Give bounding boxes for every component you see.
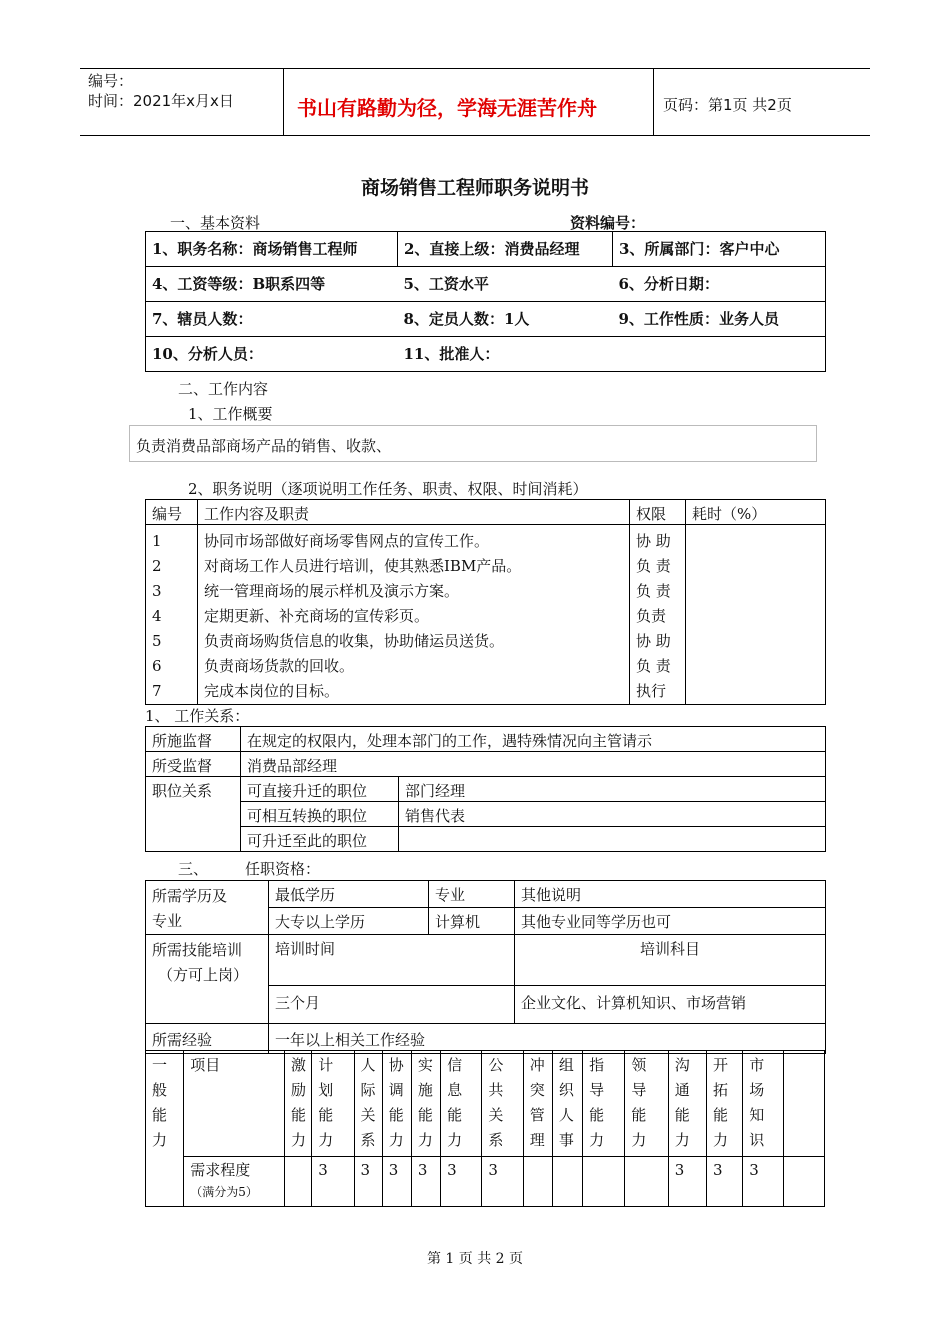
duty-auth: 负 责 xyxy=(636,657,671,675)
ability-column-char: 施 xyxy=(417,1081,433,1099)
basic-info-cell: 5、工资水平 xyxy=(398,267,613,302)
ability-value: 3 xyxy=(482,1157,523,1207)
duty-no: 4 xyxy=(152,607,162,625)
doc-time-label: 时间：2021年x月x日 xyxy=(88,92,234,110)
ability-value xyxy=(583,1157,625,1207)
ability-column-label xyxy=(389,1051,405,1153)
ability-column-char: 能 xyxy=(447,1106,463,1124)
ability-column-char: 力 xyxy=(291,1131,307,1149)
ability-column-char: 力 xyxy=(417,1131,433,1149)
ability-column-char: 开 xyxy=(713,1056,729,1074)
basic-info-cell: 2、直接上级：消费品经理 xyxy=(398,232,613,267)
demand-label-text: 需求程度 xyxy=(190,1161,251,1179)
ability-column-header xyxy=(707,1051,743,1157)
ability-value: 3 xyxy=(707,1157,743,1207)
ability-column-char: 能 xyxy=(291,1106,307,1124)
ability-column-char: 冲 xyxy=(529,1056,545,1074)
ability-column-char: 力 xyxy=(589,1131,605,1149)
duties-no-column xyxy=(146,525,198,705)
ability-column-char: 计 xyxy=(318,1056,334,1074)
training-subject-header: 培训科目 xyxy=(515,935,826,986)
basic-info-cell: 11、批准人： xyxy=(398,337,613,372)
ability-column-char: 力 xyxy=(388,1131,404,1149)
ability-column-char: 组 xyxy=(558,1056,574,1074)
ability-column-char: 突 xyxy=(529,1081,545,1099)
ability-demand-label xyxy=(184,1157,285,1207)
ability-value: 3 xyxy=(382,1157,411,1207)
basic-info-cell: 9、工作性质：业务人员 xyxy=(613,302,826,337)
training-time-header: 培训时间 xyxy=(269,935,515,986)
duty-desc: 统一管理商场的展示样机及演示方案。 xyxy=(204,582,460,600)
ability-value xyxy=(625,1157,668,1207)
ability-value xyxy=(552,1157,582,1207)
duty-desc: 完成本岗位的目标。 xyxy=(204,682,340,700)
section3-title-text: 任职资格： xyxy=(245,860,321,878)
ability-column-char: 系 xyxy=(488,1131,504,1149)
ability-column-char: 市 xyxy=(749,1056,765,1074)
training-subject-value: 企业文化、计算机知识、市场营销 xyxy=(515,986,826,1024)
duties-header-desc: 工作内容及职责 xyxy=(198,500,630,525)
ability-column-char: 场 xyxy=(749,1081,765,1099)
section1-ref-label: 资料编号： xyxy=(570,214,646,232)
ability-column-char: 公 xyxy=(488,1056,504,1074)
duty-no: 7 xyxy=(152,682,162,700)
ability-column-header xyxy=(552,1051,582,1157)
ability-value xyxy=(523,1157,552,1207)
section3-title-number: 三、 xyxy=(178,860,209,878)
basic-info-table xyxy=(145,231,826,372)
education-value: 计算机 xyxy=(429,908,515,935)
training-label xyxy=(146,935,269,1024)
ability-column-char: 能 xyxy=(417,1106,433,1124)
ability-column-char: 能 xyxy=(318,1106,334,1124)
basic-info-cell: 10、分析人员： xyxy=(146,337,398,372)
ability-item-label: 项目 xyxy=(184,1051,285,1157)
ability-column-label xyxy=(589,1051,618,1153)
duty-no: 2 xyxy=(152,557,162,575)
section1-title: 一、基本资料 xyxy=(170,214,261,232)
basic-info-cell: 7、辖员人数： xyxy=(146,302,398,337)
ability-column-char: 共 xyxy=(488,1081,504,1099)
header-divider-right xyxy=(653,68,654,135)
ability-column-header xyxy=(523,1051,552,1157)
ability-column-label xyxy=(675,1051,700,1153)
ability-column-char: 领 xyxy=(631,1056,647,1074)
ability-value: 3 xyxy=(411,1157,440,1207)
duty-desc: 协同市场部做好商场零售网点的宣传工作。 xyxy=(204,532,490,550)
basic-info-cell: 6、分析日期： xyxy=(613,267,826,302)
page-indicator: 页码：第1页 共2页 xyxy=(663,96,792,114)
ability-column-char: 能 xyxy=(713,1106,729,1124)
ability-value: 3 xyxy=(441,1157,482,1207)
ability-column-char: 划 xyxy=(318,1081,334,1099)
duties-table xyxy=(145,499,826,705)
qualification-table xyxy=(145,880,826,1054)
ability-column-char: 事 xyxy=(558,1131,574,1149)
ability-column-label xyxy=(291,1051,305,1153)
header-top-rule xyxy=(80,68,870,69)
duties-time-column xyxy=(686,525,826,705)
ability-column-char: 能 xyxy=(631,1106,647,1124)
ability-column-header xyxy=(312,1051,354,1157)
ability-column-header xyxy=(411,1051,440,1157)
duties-header-auth: 权限 xyxy=(630,500,686,525)
ability-column-label xyxy=(530,1051,546,1153)
ability-column-char: 力 xyxy=(674,1131,690,1149)
training-label-line: 所需技能培训 xyxy=(152,941,243,959)
ability-column-label xyxy=(713,1051,736,1153)
ability-column-char: 力 xyxy=(713,1131,729,1149)
ability-column-char: 协 xyxy=(388,1056,404,1074)
summary-title: 1、工作概要 xyxy=(188,405,273,423)
experience-value: 一年以上相关工作经验 xyxy=(269,1024,826,1054)
supervise-text: 在规定的权限内，处理本部门的工作，遇特殊情况向主管请示 xyxy=(241,727,826,752)
ability-value: 3 xyxy=(743,1157,783,1207)
ability-value: 3 xyxy=(312,1157,354,1207)
ability-column-char: 力 xyxy=(447,1131,463,1149)
duty-auth: 协 助 xyxy=(636,632,671,650)
ability-column-char: 关 xyxy=(360,1106,376,1124)
education-label-line: 专业 xyxy=(152,912,183,930)
relations-table xyxy=(145,726,826,852)
section2-title: 二、工作内容 xyxy=(178,380,269,398)
ability-column-char: 人 xyxy=(360,1056,376,1074)
ability-value: 3 xyxy=(354,1157,382,1207)
education-label xyxy=(146,881,269,935)
summary-text: 负责消费品部商场产品的销售、收款、 xyxy=(136,437,392,455)
education-value: 大专以上学历 xyxy=(269,908,429,935)
ability-value xyxy=(285,1157,312,1207)
supervised-text: 消费品部经理 xyxy=(241,752,826,777)
ability-column-char: 管 xyxy=(529,1106,545,1124)
position-row-label: 可升迁至此的职位 xyxy=(241,827,399,852)
education-header: 最低学历 xyxy=(269,881,429,908)
header-divider-left xyxy=(283,68,284,135)
ability-column-char: 沟 xyxy=(674,1056,690,1074)
supervised-label: 所受监督 xyxy=(146,752,241,777)
duties-auth-column xyxy=(630,525,686,705)
position-label: 职位关系 xyxy=(146,777,241,852)
ability-column-header xyxy=(668,1051,706,1157)
position-row-label: 可相互转换的职位 xyxy=(241,802,399,827)
ability-column-label xyxy=(361,1051,376,1153)
duty-desc: 定期更新、补充商场的宣传彩页。 xyxy=(204,607,430,625)
ability-empty-header xyxy=(783,1051,824,1157)
duties-title: 2、职务说明（逐项说明工作任务、职责、权限、时间消耗） xyxy=(188,480,588,498)
ability-column-label xyxy=(631,1051,661,1153)
duty-auth: 协 助 xyxy=(636,532,671,550)
ability-column-char: 能 xyxy=(674,1106,690,1124)
ability-column-char: 知 xyxy=(749,1106,765,1124)
ability-side-char: 般 xyxy=(152,1081,168,1099)
position-row-value xyxy=(399,827,826,852)
demand-note-text: （满分为5） xyxy=(190,1185,258,1199)
duty-auth: 执行 xyxy=(636,682,667,700)
ability-column-char: 能 xyxy=(589,1106,605,1124)
ability-column-char: 实 xyxy=(417,1056,433,1074)
ability-side-label xyxy=(146,1051,184,1207)
ability-column-char: 理 xyxy=(529,1131,545,1149)
education-header: 专业 xyxy=(429,881,515,908)
ability-column-header xyxy=(743,1051,783,1157)
duty-auth: 负 责 xyxy=(636,557,671,575)
duty-no: 5 xyxy=(152,632,162,650)
duty-desc: 负责商场货款的回收。 xyxy=(204,657,355,675)
ability-column-header xyxy=(583,1051,625,1157)
ability-column-header xyxy=(625,1051,668,1157)
ability-column-char: 励 xyxy=(291,1081,307,1099)
duty-no: 3 xyxy=(152,582,162,600)
ability-column-label xyxy=(749,1051,776,1153)
ability-column-header xyxy=(382,1051,411,1157)
duties-header-no: 编号 xyxy=(146,500,198,525)
summary-box xyxy=(129,425,817,462)
duty-no: 6 xyxy=(152,657,162,675)
ability-column-char: 通 xyxy=(674,1081,690,1099)
duty-no: 1 xyxy=(152,532,162,550)
ability-column-char: 系 xyxy=(360,1131,376,1149)
duty-auth: 负责 xyxy=(636,607,667,625)
ability-column-char: 能 xyxy=(388,1106,404,1124)
document-title: 商场销售工程师职务说明书 xyxy=(360,177,589,199)
position-row-label: 可直接升迁的职位 xyxy=(241,777,399,802)
ability-column-label xyxy=(318,1051,347,1153)
basic-info-cell: 1、职务名称：商场销售工程师 xyxy=(146,232,398,267)
ability-column-header xyxy=(441,1051,482,1157)
basic-info-cell xyxy=(613,337,826,372)
duty-desc: 负责商场购货信息的收集，协助储运员送货。 xyxy=(204,632,505,650)
ability-column-header xyxy=(482,1051,523,1157)
ability-column-char: 人 xyxy=(558,1106,574,1124)
supervise-label: 所施监督 xyxy=(146,727,241,752)
ability-column-label xyxy=(488,1051,516,1153)
ability-side-char: 一 xyxy=(152,1056,168,1074)
education-value: 其他专业同等学历也可 xyxy=(515,908,826,935)
ability-column-char: 力 xyxy=(318,1131,334,1149)
position-row-value: 部门经理 xyxy=(399,777,826,802)
education-header: 其他说明 xyxy=(515,881,826,908)
ability-column-label xyxy=(559,1051,576,1153)
ability-column-char: 拓 xyxy=(713,1081,729,1099)
relations-title: 1、 工作关系： xyxy=(145,707,250,725)
ability-column-char: 指 xyxy=(589,1056,605,1074)
duties-header-time: 耗时（%） xyxy=(686,500,826,525)
ability-column-char: 关 xyxy=(488,1106,504,1124)
ability-side-char: 力 xyxy=(152,1131,168,1149)
ability-empty-value xyxy=(783,1157,824,1207)
training-time-value: 三个月 xyxy=(269,986,515,1024)
header-motto: 书山有路勤为径，学海无涯苦作舟 xyxy=(297,96,597,120)
ability-column-char: 识 xyxy=(749,1131,765,1149)
ability-column-char: 信 xyxy=(447,1056,463,1074)
footer-page-number: 第 1 页 共 2 页 xyxy=(426,1251,524,1267)
ability-table xyxy=(145,1050,825,1207)
ability-column-char: 力 xyxy=(631,1131,647,1149)
education-label-line: 所需学历及 xyxy=(152,887,228,905)
duty-desc: 对商场工作人员进行培训，使其熟悉IBM产品。 xyxy=(204,557,522,575)
ability-column-char: 际 xyxy=(360,1081,376,1099)
basic-info-cell: 3、所属部门：客户中心 xyxy=(613,232,826,267)
basic-info-cell: 8、定员人数：1人 xyxy=(398,302,613,337)
duty-auth: 负 责 xyxy=(636,582,671,600)
ability-column-char: 调 xyxy=(388,1081,404,1099)
ability-column-header xyxy=(285,1051,312,1157)
duties-desc-column xyxy=(198,525,630,705)
doc-number-label: 编号： xyxy=(88,72,134,90)
ability-value: 3 xyxy=(668,1157,706,1207)
ability-column-char: 织 xyxy=(558,1081,574,1099)
basic-info-cell: 4、工资等级：B职系四等 xyxy=(146,267,398,302)
ability-column-char: 导 xyxy=(589,1081,605,1099)
experience-label: 所需经验 xyxy=(146,1024,269,1054)
ability-column-char: 激 xyxy=(291,1056,307,1074)
ability-column-header xyxy=(354,1051,382,1157)
ability-side-char: 能 xyxy=(152,1106,168,1124)
header-bottom-rule xyxy=(80,135,870,136)
ability-column-label xyxy=(418,1051,434,1153)
position-row-value: 销售代表 xyxy=(399,802,826,827)
training-label-line: （方可上岗） xyxy=(158,966,249,984)
ability-column-label xyxy=(447,1051,475,1153)
ability-column-char: 导 xyxy=(631,1081,647,1099)
ability-column-char: 息 xyxy=(447,1081,463,1099)
